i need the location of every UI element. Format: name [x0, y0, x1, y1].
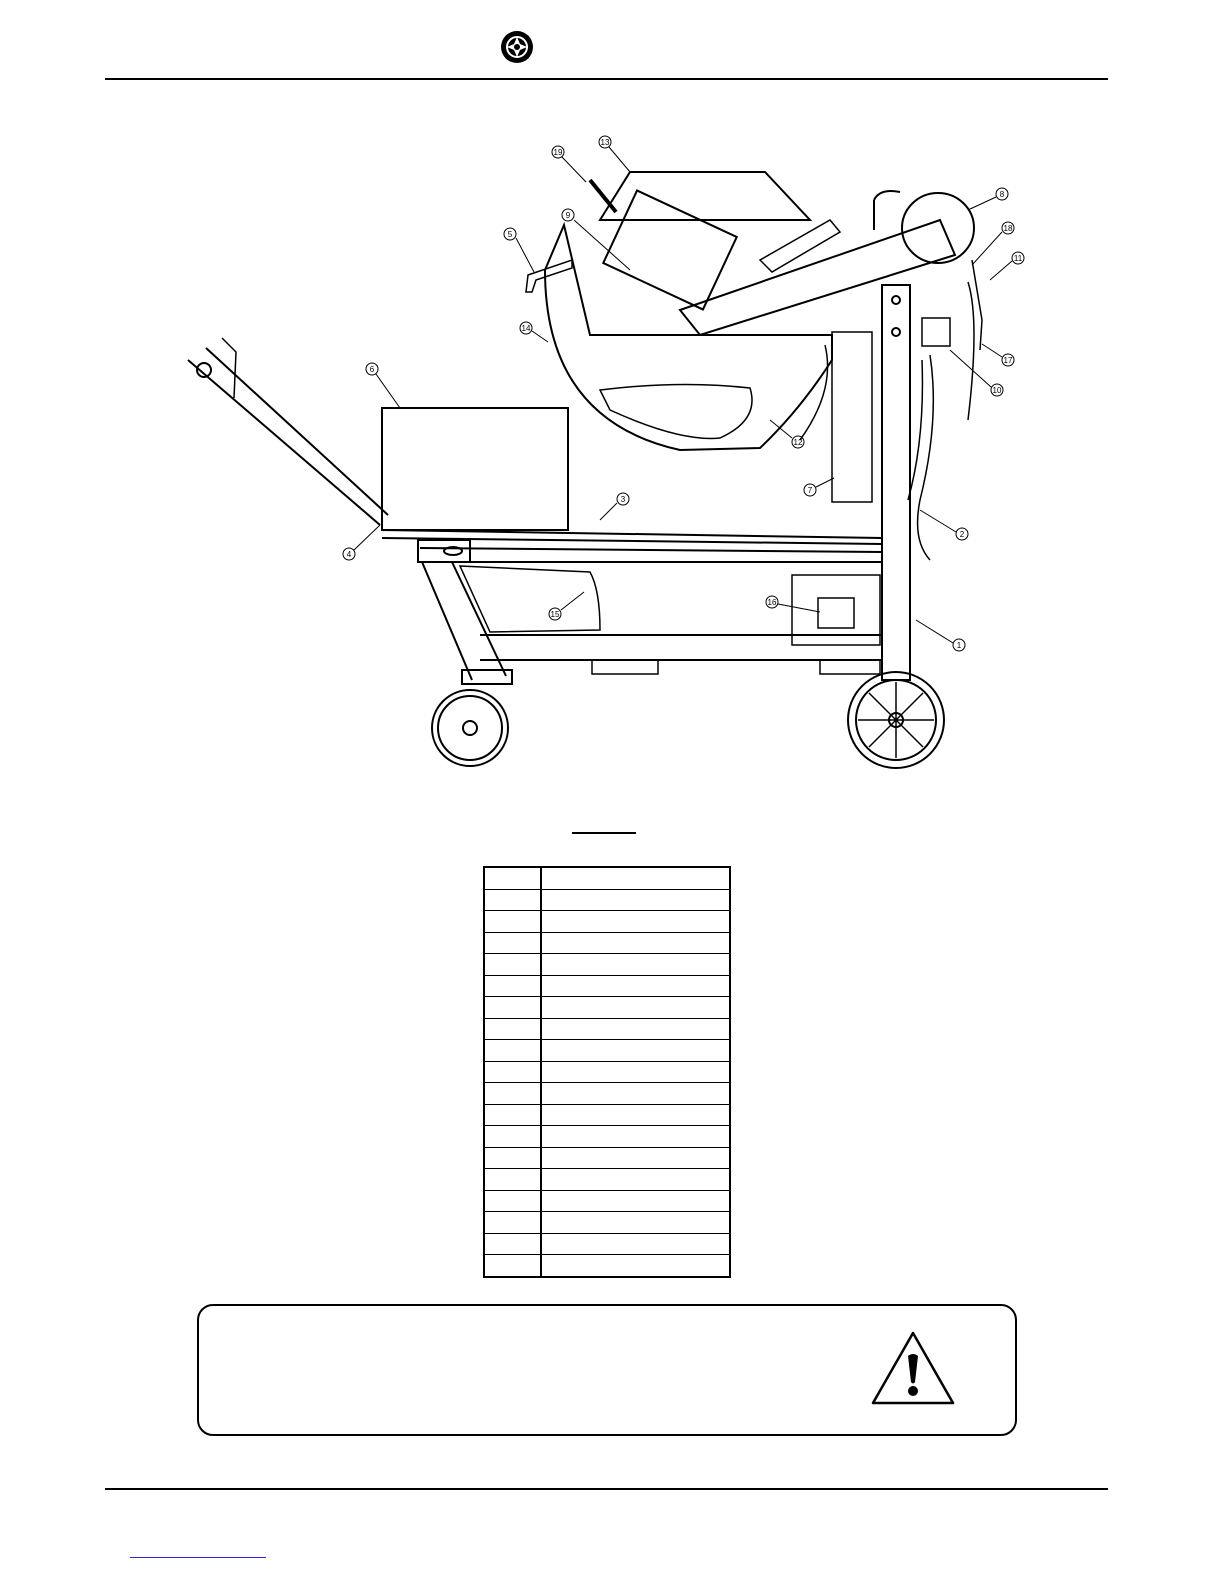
callout-1: 1	[956, 641, 962, 650]
callout-17: 17	[1003, 356, 1013, 365]
footer-link[interactable]	[130, 1557, 266, 1558]
legend-number-cell	[484, 1147, 541, 1169]
callout-18: 18	[1003, 224, 1013, 233]
legend-row	[484, 1255, 730, 1277]
legend-description-cell	[541, 889, 730, 911]
brand-logo-icon	[500, 30, 534, 64]
legend-description-cell	[541, 954, 730, 976]
legend-row	[484, 1040, 730, 1062]
callout-3: 3	[620, 495, 626, 504]
legend-number-cell	[484, 1212, 541, 1234]
control-box	[603, 191, 737, 310]
legend-description-cell	[541, 1061, 730, 1083]
legend-number-cell	[484, 975, 541, 997]
legend-description-cell	[541, 1018, 730, 1040]
parts-legend-table	[483, 866, 731, 1278]
legend-description-cell	[541, 1083, 730, 1105]
legend-number-cell	[484, 1190, 541, 1212]
legend-description-cell	[541, 1104, 730, 1126]
blade-guard	[545, 225, 832, 450]
legend-row	[484, 911, 730, 933]
legend-number-cell	[484, 1018, 541, 1040]
legend-number-cell	[484, 954, 541, 976]
callout-5: 5	[507, 230, 513, 239]
legend-number-cell	[484, 867, 541, 889]
legend-number-cell	[484, 1061, 541, 1083]
legend-row	[484, 1169, 730, 1191]
legend-row	[484, 867, 730, 889]
legend-row	[484, 1147, 730, 1169]
legend-row	[484, 975, 730, 997]
legend-description-cell	[541, 911, 730, 933]
legend-description-cell	[541, 1233, 730, 1255]
callout-4: 4	[346, 550, 352, 559]
callout-15: 15	[550, 610, 560, 619]
callout-13: 13	[600, 138, 610, 147]
legend-row	[484, 1233, 730, 1255]
legend-number-cell	[484, 932, 541, 954]
legend-description-cell	[541, 975, 730, 997]
motor	[902, 193, 974, 263]
callout-7: 7	[807, 486, 813, 495]
callout-19: 19	[553, 148, 563, 157]
legend-number-cell	[484, 911, 541, 933]
legend-description-cell	[541, 997, 730, 1019]
legend-number-cell	[484, 1169, 541, 1191]
legend-number-cell	[484, 1126, 541, 1148]
legend-row	[484, 997, 730, 1019]
legend-number-cell	[484, 889, 541, 911]
legend-description-cell	[541, 1255, 730, 1277]
legend-row	[484, 1104, 730, 1126]
legend-row	[484, 932, 730, 954]
rear-post	[882, 285, 910, 680]
legend-number-cell	[484, 1104, 541, 1126]
legend-description-cell	[541, 1190, 730, 1212]
callout-10: 10	[992, 386, 1002, 395]
legend-number-cell	[484, 997, 541, 1019]
legend-row	[484, 954, 730, 976]
callout-2: 2	[959, 530, 965, 539]
footer-rule	[105, 1488, 1108, 1490]
legend-description-cell	[541, 932, 730, 954]
legend-row	[484, 1212, 730, 1234]
machine-drawing	[160, 120, 1030, 800]
legend-description-cell	[541, 1040, 730, 1062]
legend-title-underline	[572, 832, 636, 834]
callout-6: 6	[369, 365, 375, 374]
legend-row	[484, 1018, 730, 1040]
callout-12: 12	[793, 438, 803, 447]
storage-box	[382, 408, 568, 530]
legend-number-cell	[484, 1233, 541, 1255]
callout-16: 16	[767, 598, 777, 607]
legend-number-cell	[484, 1083, 541, 1105]
legend-row	[484, 1126, 730, 1148]
legend-description-cell	[541, 1147, 730, 1169]
legend-row	[484, 889, 730, 911]
callout-11: 11	[1013, 254, 1023, 263]
callout-8: 8	[999, 190, 1005, 199]
legend-number-cell	[484, 1255, 541, 1277]
legend-row	[484, 1061, 730, 1083]
warning-triangle-icon	[870, 1330, 956, 1406]
legend-description-cell	[541, 1169, 730, 1191]
callout-14: 14	[521, 324, 531, 333]
header-rule	[105, 78, 1108, 80]
legend-row	[484, 1083, 730, 1105]
callout-9: 9	[565, 211, 571, 220]
legend-description-cell	[541, 1126, 730, 1148]
legend-number-cell	[484, 1040, 541, 1062]
legend-description-cell	[541, 1212, 730, 1234]
legend-row	[484, 1190, 730, 1212]
legend-description-cell	[541, 867, 730, 889]
handle-bar	[188, 360, 380, 525]
